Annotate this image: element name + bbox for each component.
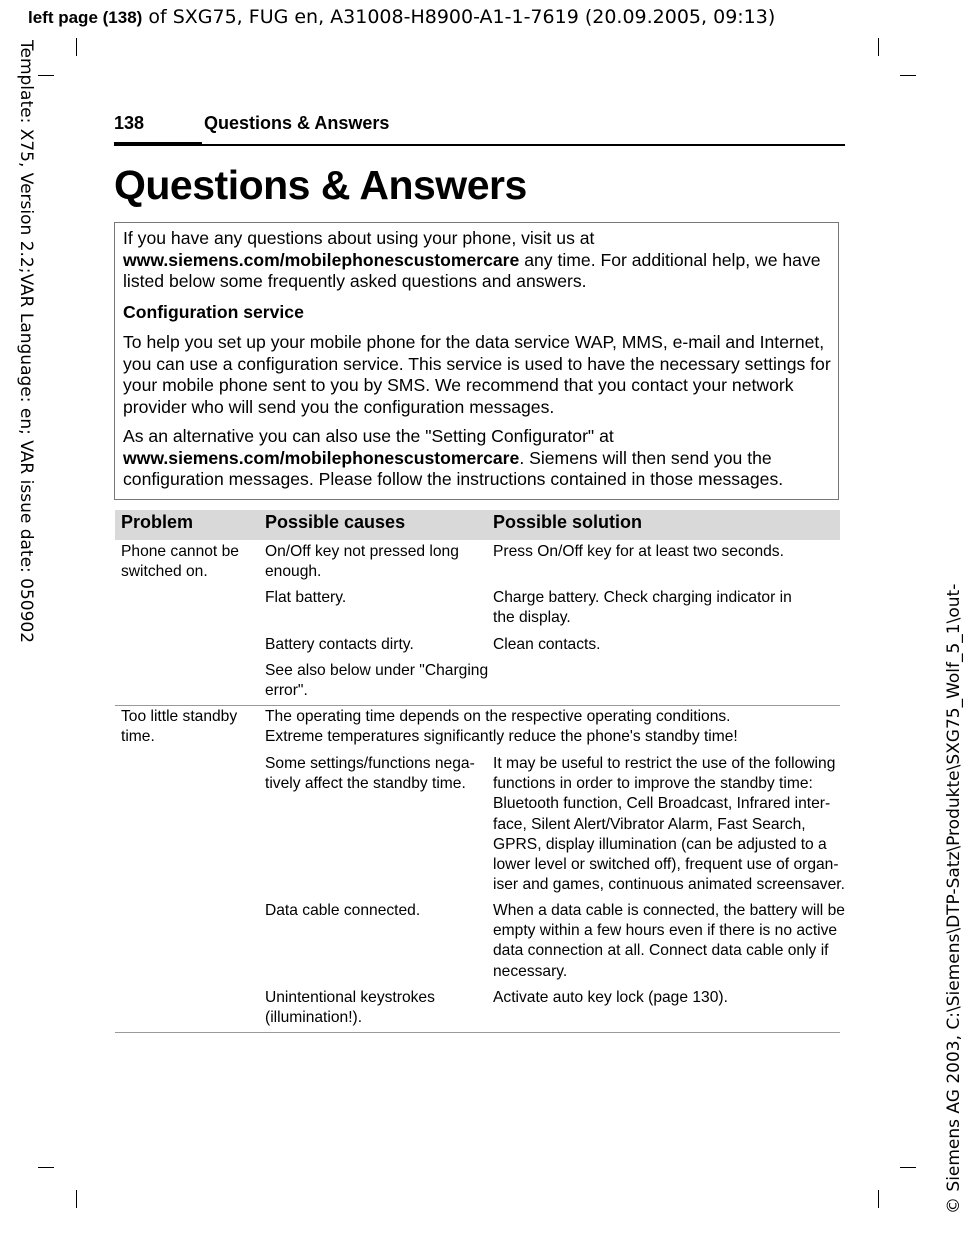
- config-line: you can use a configuration service. This service is used to have the necessary settings for: [123, 353, 831, 374]
- table-header: [115, 510, 840, 540]
- support-url[interactable]: www.siemens.com/mobilephonescustomercare: [123, 249, 520, 270]
- copyright-vertical: © Siemens AG 2003, C:\Siemens\DTP-Satz\Produkte\SXG75_Wolf_5_1\out-: [944, 583, 964, 1214]
- spanning-note: The operating time depends on the respective operating conditions. Extreme temperatures significantly reduce the phone's standby time!: [265, 708, 738, 746]
- cause-cell: Data cable connected.: [265, 902, 421, 919]
- crop-mark: [76, 1190, 77, 1208]
- template-info-vertical: Template: X75, Version 2.2;VAR Language: en; VAR issue date: 050902: [16, 40, 36, 644]
- cause-cell: See also below under "Charging error".: [265, 662, 489, 700]
- problem-cell: Too little standby time.: [121, 708, 238, 746]
- solution-cell: Activate auto key lock (page 130).: [493, 989, 728, 1006]
- crop-mark: [38, 75, 54, 76]
- page-title: Questions & Answers: [114, 162, 527, 208]
- crop-mark: [38, 1167, 54, 1168]
- cause-cell: Flat battery.: [265, 589, 347, 606]
- row-divider: [115, 705, 840, 706]
- intro-line: listed below some frequently asked questions and answers.: [123, 271, 587, 291]
- configurator-line: configuration messages. Please follow the instructions contained in those messages.: [123, 469, 784, 489]
- config-line: your mobile phone sent to you by SMS. We recommend that you contact your network: [123, 375, 794, 395]
- configurator-line: As an alternative you can also use the "Setting Configurator" at: [123, 426, 614, 446]
- col-header-causes: Possible causes: [265, 512, 406, 532]
- config-line: To help you set up your mobile phone for the data service WAP, MMS, e-mail and Internet,: [123, 332, 825, 352]
- crop-mark: [900, 1167, 916, 1168]
- crop-mark: [76, 38, 77, 56]
- cause-cell: Some settings/functions nega- tively affect the standby time.: [265, 755, 475, 793]
- problem-cell: Phone cannot be switched on.: [121, 543, 239, 581]
- configurator-url[interactable]: www.siemens.com/mobilephonescustomercare: [123, 447, 520, 468]
- config-heading: Configuration service: [123, 302, 304, 322]
- header-rule-accent: [114, 142, 202, 146]
- slug-file-info: of SXG75, FUG en, A31008-H8900-A1-1-7619 (20.09.2005, 09:13): [142, 6, 776, 28]
- solution-cell: Charge battery. Check charging indicator in the display.: [493, 589, 792, 627]
- config-paragraph: [123, 332, 835, 418]
- config-line: provider who will send you the configuration messages.: [123, 396, 555, 417]
- solution-cell: It may be useful to restrict the use of the following functions in order to improve the standby time: Bluetooth function, Cell Broadcast, Infrared inter- face, Silent Alert/Vibrator Alarm, Fast Search, GPRS, display illumination (can be adjusted to a lower level or switched off), frequent use of organ- iser and games, continuous animated screensaver.: [493, 755, 845, 894]
- crop-mark: [878, 38, 879, 56]
- table-bottom-rule: [115, 1032, 840, 1033]
- solution-cell: Clean contacts.: [493, 636, 601, 653]
- cause-cell: Battery contacts dirty.: [265, 636, 414, 653]
- cause-cell: On/Off key not pressed long enough.: [265, 543, 459, 581]
- intro-line: www.siemens.com/mobilephonescustomercare any time. For additional help, we have: [123, 249, 821, 270]
- col-header-solution: Possible solution: [493, 512, 643, 532]
- col-header-problem: Problem: [121, 512, 194, 532]
- cause-cell: Unintentional keystrokes (illumination!).: [265, 989, 435, 1027]
- intro-paragraph: [123, 228, 835, 293]
- crop-mark: [900, 75, 916, 76]
- intro-line: If you have any questions about using your phone, visit us at: [123, 228, 595, 248]
- configurator-line: www.siemens.com/mobilephonescustomercare. Siemens will then send you the: [123, 447, 772, 468]
- slug-page-label: left page (138): [28, 8, 143, 27]
- solution-cell: Press On/Off key for at least two seconds.: [493, 543, 784, 560]
- page-number: 138: [114, 113, 145, 133]
- configurator-paragraph: [123, 426, 835, 491]
- print-slug: [28, 6, 775, 28]
- header-rule: [114, 144, 845, 146]
- solution-cell: When a data cable is connected, the battery will be empty within a few hours even if there is no active data connection at all. Connect data cable only if necessary.: [493, 902, 845, 980]
- running-header: Questions & Answers: [204, 113, 390, 133]
- crop-mark: [878, 1190, 879, 1208]
